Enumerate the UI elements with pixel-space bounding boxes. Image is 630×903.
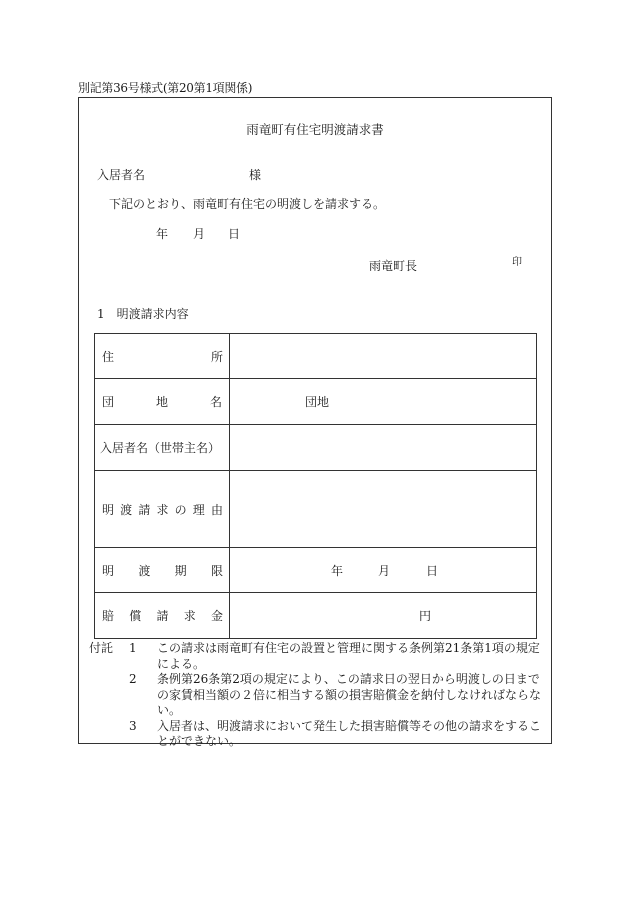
deadline-label — [95, 548, 230, 593]
note-item — [89, 719, 544, 750]
reason-value[interactable] — [230, 471, 537, 548]
label-char: 渡 — [120, 502, 133, 517]
intro-text: 下記のとおり、雨竜町有住宅の明渡しを請求する。 — [109, 197, 386, 211]
notes-head: 付託 — [89, 641, 114, 655]
complex-suffix: 団地 — [305, 395, 330, 409]
label-char: 所 — [210, 349, 223, 364]
label-char: 請 — [156, 609, 169, 623]
reason-label — [95, 471, 230, 548]
address-value[interactable] — [230, 334, 537, 379]
label-char: 住 — [102, 349, 115, 364]
label-char: 期 — [174, 563, 187, 578]
date-day: 日 — [228, 227, 241, 241]
table-row — [95, 593, 537, 639]
label-char: 渡 — [138, 563, 151, 578]
note-number: 3 — [129, 718, 137, 733]
notes — [89, 641, 544, 750]
note-item — [89, 641, 544, 672]
compensation-value[interactable] — [230, 593, 537, 639]
label-char: 理 — [192, 502, 205, 517]
honorific: 様 — [249, 168, 262, 182]
deadline-month: 月 — [378, 563, 391, 578]
note-number: 2 — [129, 672, 137, 686]
note-text: 条例第26条第2項の規定により、この請求日の翌日から明渡しの日までの家賃相当額の２倍に相当する額の損害賠償金を納付しなければならない。 — [157, 672, 542, 717]
seal-mark: 印 — [512, 257, 522, 268]
note-indent — [89, 719, 129, 750]
table-row — [95, 548, 537, 593]
yen-unit: 円 — [419, 609, 432, 623]
table-row — [95, 334, 537, 379]
label-char: 金 — [210, 609, 223, 623]
note-indent — [89, 672, 129, 719]
label-char: 求 — [156, 502, 169, 517]
label-char: 団 — [102, 395, 115, 409]
label-char: 地 — [155, 395, 168, 409]
deadline-day: 日 — [426, 563, 439, 578]
section-title: 1 明渡請求内容 — [97, 307, 189, 321]
label-char: 限 — [210, 563, 223, 578]
label-char: 請 — [138, 502, 151, 517]
label-char: 名 — [209, 395, 222, 409]
label-char: 明 — [102, 563, 115, 578]
note-item — [89, 672, 544, 719]
request-table — [94, 333, 537, 639]
label-char: 明 — [102, 502, 115, 517]
label-char: の — [174, 502, 187, 517]
compensation-label — [95, 593, 230, 639]
label-text: 入居者名（世帯主名） — [100, 441, 221, 455]
resident-name-label: 入居者名 — [97, 168, 146, 182]
table-row — [95, 379, 537, 425]
note-text: 入居者は、明渡請求において発生した損害賠償等その他の請求をすることができない。 — [157, 718, 542, 748]
complex-name-value[interactable] — [230, 379, 537, 425]
table-row — [95, 471, 537, 548]
label-char: 求 — [183, 609, 196, 623]
form-title: 雨竜町有住宅明渡請求書 — [246, 122, 384, 137]
date-month: 月 — [193, 227, 206, 241]
label-char: 償 — [129, 609, 142, 623]
deadline-value[interactable] — [230, 548, 537, 593]
mayor-title: 雨竜町長 — [369, 259, 418, 273]
householder-value[interactable] — [230, 425, 537, 471]
deadline-year: 年 — [331, 563, 344, 578]
label-char: 由 — [210, 502, 223, 517]
label-char: 賠 — [102, 609, 115, 623]
note-text: この請求は雨竜町有住宅の設置と管理に関する条例第21条第1項の規定による。 — [157, 641, 540, 671]
address-label — [95, 334, 230, 379]
complex-name-label — [95, 379, 230, 425]
note-number: 1 — [129, 641, 137, 655]
form-frame — [78, 97, 552, 748]
householder-label — [95, 425, 230, 471]
date-year: 年 — [156, 227, 169, 241]
form-number-label: 別記第36号様式(第20第1項関係) — [78, 81, 253, 95]
table-row — [95, 425, 537, 471]
